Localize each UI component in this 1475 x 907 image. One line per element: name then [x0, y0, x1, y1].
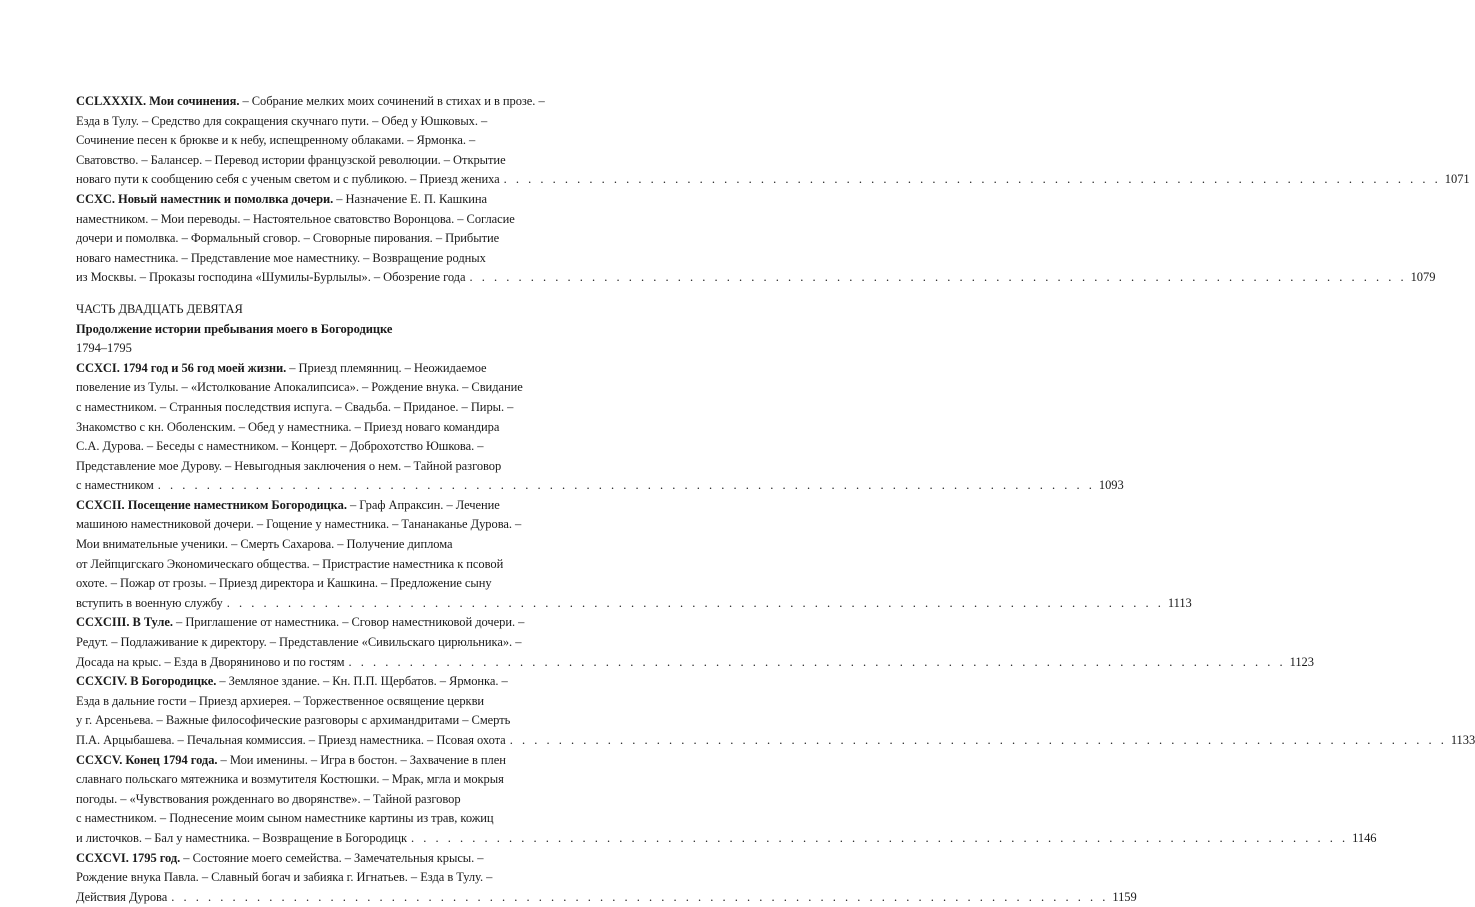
chapter-summary: Сочинение песен к брюкве и к небу, испещренному облаками. – Ярмонка. – [76, 133, 476, 148]
chapter-summary: Редут. – Подлаживание к директору. – Представление «Сивильскаго цирюльника». – [76, 635, 522, 650]
toc-line [76, 190, 548, 210]
toc-line-text [76, 888, 167, 907]
chapter-summary: Мои внимательные ученики. – Смерть Сахарова. – Получение диплома [76, 537, 453, 552]
page-number: 1133 [1450, 733, 1475, 747]
chapter-summary: повеление из Тулы. – «Истолкование Апокалипсиса». – Рождение внука. – Свидание [76, 380, 523, 395]
toc-line [76, 229, 548, 249]
toc-line [76, 249, 548, 269]
toc-line-text [76, 498, 500, 512]
toc-line-text [76, 517, 521, 531]
toc-line [76, 535, 548, 555]
toc-line-text [76, 674, 508, 688]
chapter-summary: С.А. Дурова. – Беседы с наместником. – Концерт. – Доброхотство Юшкова. – [76, 439, 484, 454]
chapter-summary: Рождение внука Павла. – Славный богач и забияка г. Игнатьев. – Езда в Тулу. – [76, 870, 493, 885]
toc-line [76, 672, 548, 692]
toc-line [76, 849, 548, 869]
toc-line [76, 151, 548, 171]
chapter-summary: – Приезд племянниц. – Неожидаемое [286, 360, 487, 375]
toc-line [76, 770, 548, 790]
toc-entry [76, 92, 1470, 190]
chapter-summary: славнаго польскаго мятежника и возмутителя Костюшки. – Мрак, мгла и мокрыя [76, 772, 504, 787]
chapter-summary: погоды. – «Чувствования рожденнаго во дворянстве». – Тайной разговор [76, 791, 461, 806]
toc-line-text [76, 153, 506, 167]
toc-line [76, 476, 1124, 496]
page-number: 1071 [1444, 172, 1470, 187]
toc-line-text [76, 114, 487, 128]
chapter-summary: новаго пути к сообщению себя с ученым светом и с публикою. – Приезд жениха [76, 172, 500, 187]
toc-line-text [76, 653, 345, 673]
chapter-title: CCXCIII. В Туле. [76, 615, 173, 630]
dot-leader: . . . . . . . . . . . . . . . . . . . . . . . . . . . . . . . . . . . . . . . . . . . . . . . . . . . . . . . . . . . . . . . . . . . . . . . . . . . . . [171, 889, 1109, 904]
page-number: 1113 [1167, 595, 1192, 610]
toc-line-text [76, 420, 499, 434]
toc-line-text [76, 792, 461, 806]
dot-leader: . . . . . . . . . . . . . . . . . . . . . . . . . . . . . . . . . . . . . . . . . . . . . . . . . . . . . . . . . . . . . . . . . . . . . . . . . . . . . [509, 733, 1447, 747]
chapter-summary: из Москвы. – Проказы господина «Шумилы-Бурлылы». – Обозрение года [76, 270, 466, 285]
chapter-summary: машиною наместниковой дочери. – Гощение у наместника. – Тананаканье Дурова. – [76, 517, 522, 532]
chapter-summary: Сватовство. – Балансер. – Перевод истории французской революции. – Открытие [76, 152, 506, 167]
toc-line-text [76, 192, 487, 206]
toc-entry [76, 496, 1192, 614]
dot-leader: . . . . . . . . . . . . . . . . . . . . . . . . . . . . . . . . . . . . . . . . . . . . . . . . . . . . . . . . . . . . . . . . . . . . . . . . . . . . . [226, 595, 1164, 610]
toc-line-text [76, 594, 223, 614]
chapter-summary: с наместником [76, 478, 154, 493]
toc-line-text [76, 694, 484, 708]
toc-line [76, 457, 548, 477]
toc-line [76, 868, 548, 888]
toc-line-text [76, 772, 504, 786]
toc-line-text [76, 476, 154, 496]
toc-line-text [76, 459, 501, 473]
dot-leader: . . . . . . . . . . . . . . . . . . . . . . . . . . . . . . . . . . . . . . . . . . . . . . . . . . . . . . . . . . . . . . . . . . . . . . . . . . . . . [469, 270, 1407, 285]
chapter-summary: новаго наместника. – Представление мое наместнику. – Возвращение родных [76, 250, 486, 265]
toc-line [76, 210, 548, 230]
chapter-summary: – Состояние моего семейства. – Замечательныя крысы. – [180, 850, 484, 865]
toc-entry [76, 672, 1475, 750]
chapter-summary: – Мои именины. – Игра в бостон. – Захвачение в плен [217, 752, 506, 767]
toc-line [76, 418, 548, 438]
chapter-summary: наместником. – Мои переводы. – Настоятельное сватовство Воронцова. – Согласие [76, 211, 515, 226]
toc-line-text [76, 268, 465, 288]
toc-line [76, 112, 548, 132]
chapter-title: CCXCIV. В Богородицке. [76, 674, 217, 689]
chapter-title: CCXCVI. 1795 год. [76, 850, 181, 865]
toc-line-text [76, 361, 487, 375]
toc-line [76, 170, 1470, 190]
chapter-title: CCXC. Новый наместник и помолвка дочери. [76, 191, 334, 206]
toc-line [76, 92, 548, 112]
toc-line-text [76, 400, 513, 414]
page-number: 1079 [1410, 270, 1436, 285]
toc-list-bottom [76, 359, 1475, 907]
page-number: 1146 [1352, 830, 1377, 845]
toc-entry [76, 359, 1124, 496]
toc-line-text [76, 576, 492, 590]
toc-line [76, 594, 1192, 614]
toc-line-text [76, 811, 494, 825]
toc-line [76, 437, 548, 457]
chapter-title: CCLXXXIX. Мои сочинения. [76, 94, 240, 108]
toc-line-text [76, 439, 483, 453]
chapter-summary: с наместником. – Поднесение моим сыном наместнике картины из трав, кожиц [76, 811, 494, 826]
toc-line [76, 378, 548, 398]
toc-entry [76, 190, 1436, 288]
toc-line [76, 268, 1436, 288]
page-number: 1159 [1112, 889, 1137, 904]
chapter-title: CCXCV. Конец 1794 года. [76, 752, 218, 767]
toc-page [76, 92, 1475, 907]
toc-line [76, 398, 548, 418]
dot-leader: . . . . . . . . . . . . . . . . . . . . . . . . . . . . . . . . . . . . . . . . . . . . . . . . . . . . . . . . . . . . . . . . . . . . . . . . . . . . . [348, 654, 1286, 669]
chapter-summary: П.А. Арцыбашева. – Печальная коммиссия. – Приезд наместника. – Псовая охота [76, 733, 506, 747]
toc-line-text [76, 753, 506, 767]
chapter-summary: – Собрание мелких моих сочинений в стихах и в прозе. – [239, 94, 545, 108]
toc-line-text [76, 212, 515, 226]
chapter-summary: Езда в Тулу. – Средство для сокращения скучнаго пути. – Обед у Юшковых. – [76, 113, 488, 128]
toc-line-text [76, 170, 500, 190]
chapter-summary: – Земляное здание. – Кн. П.П. Щербатов. – Ярмонка. – [216, 674, 508, 689]
toc-entry [76, 613, 1314, 672]
chapter-summary: вступить в военную службу [76, 595, 223, 610]
toc-line [76, 633, 548, 653]
chapter-summary: – Назначение Е. П. Кашкина [333, 191, 487, 206]
chapter-summary: – Граф Апраксин. – Лечение [346, 497, 500, 512]
toc-line [76, 613, 548, 633]
chapter-summary: с наместником. – Странныя последствия испуга. – Свадьба. – Приданое. – Пиры. – [76, 399, 514, 414]
part-subtitle: Продолжение истории пребывания моего в Богородицке [76, 321, 393, 336]
toc-line-text [76, 557, 503, 571]
toc-list-top [76, 92, 1470, 288]
toc-line-text [76, 231, 499, 245]
toc-line [76, 829, 1377, 849]
toc-line-text [76, 94, 545, 108]
toc-line [76, 692, 548, 712]
toc-line [76, 731, 1475, 751]
dot-leader: . . . . . . . . . . . . . . . . . . . . . . . . . . . . . . . . . . . . . . . . . . . . . . . . . . . . . . . . . . . . . . . . . . . . . . . . . . . . . [157, 478, 1095, 493]
page-number: 1123 [1289, 654, 1314, 669]
toc-line-text [76, 380, 523, 394]
chapter-summary: и листочков. – Бал у наместника. – Возвращение в Богородицк [76, 830, 408, 845]
chapter-summary: Досада на крыс. – Езда в Дворяниново и по гостям [76, 654, 345, 669]
toc-line-text [76, 731, 506, 751]
toc-line-text [76, 851, 484, 865]
toc-line [76, 131, 548, 151]
toc-line-text [76, 251, 486, 265]
part-title: ЧАСТЬ ДВАДЦАТЬ ДЕВЯТАЯ [76, 301, 243, 316]
toc-line [76, 515, 548, 535]
chapter-summary: дочери и помолвка. – Формальный сговор. – Сговорные пирования. – Прибытие [76, 231, 500, 246]
section-gap [76, 288, 548, 300]
page-number: 1093 [1098, 478, 1124, 493]
dot-leader: . . . . . . . . . . . . . . . . . . . . . . . . . . . . . . . . . . . . . . . . . . . . . . . . . . . . . . . . . . . . . . . . . . . . . . . . . . . . . [411, 830, 1349, 845]
toc-line [76, 653, 1314, 673]
toc-line [76, 555, 548, 575]
chapter-summary: охоте. – Пожар от грозы. – Приезд директора и Кашкина. – Предложение сыну [76, 576, 492, 591]
toc-line-text [76, 635, 521, 649]
toc-line-text [76, 537, 453, 551]
chapter-summary: – Приглашение от наместника. – Сговор наместниковой дочери. – [172, 615, 525, 630]
toc-line-text [76, 713, 510, 727]
toc-line [76, 711, 548, 731]
chapter-title: CCXCI. 1794 год и 56 год моей жизни. [76, 360, 287, 375]
toc-line [76, 496, 548, 516]
toc-line [76, 809, 548, 829]
chapter-title: CCXCII. Посещение наместником Богородицка. [76, 497, 347, 512]
toc-line [76, 790, 548, 810]
dot-leader: . . . . . . . . . . . . . . . . . . . . . . . . . . . . . . . . . . . . . . . . . . . . . . . . . . . . . . . . . . . . . . . . . . . . . . . . . . . . . [503, 172, 1441, 187]
toc-entry [76, 751, 1377, 849]
toc-line-text [76, 870, 492, 884]
toc-line-text [76, 133, 475, 147]
chapter-summary: Знакомство с кн. Оболенским. – Обед у наместника. – Приезд новаго командира [76, 419, 500, 434]
toc-line [76, 751, 548, 771]
toc-entry [76, 849, 1137, 907]
chapter-summary: Представление мое Дурову. – Невыгодныя заключения о нем. – Тайной разговор [76, 458, 502, 473]
chapter-summary: Действия Дурова [76, 889, 168, 904]
chapter-summary: Езда в дальние гости – Приезд архиерея. – Торжественное освящение церкви [76, 693, 485, 708]
chapter-summary: у г. Арсеньева. – Важные философические разговоры с архимандритами – Смерть [76, 713, 511, 728]
toc-line-text [76, 615, 524, 629]
toc-line [76, 888, 1137, 907]
toc-line [76, 574, 548, 594]
part-years: 1794–1795 [76, 341, 132, 356]
chapter-summary: от Лейпцигскаго Экономическаго общества. – Пристрастие наместника к псовой [76, 556, 504, 571]
toc-line [76, 359, 548, 379]
toc-line-text [76, 829, 407, 849]
